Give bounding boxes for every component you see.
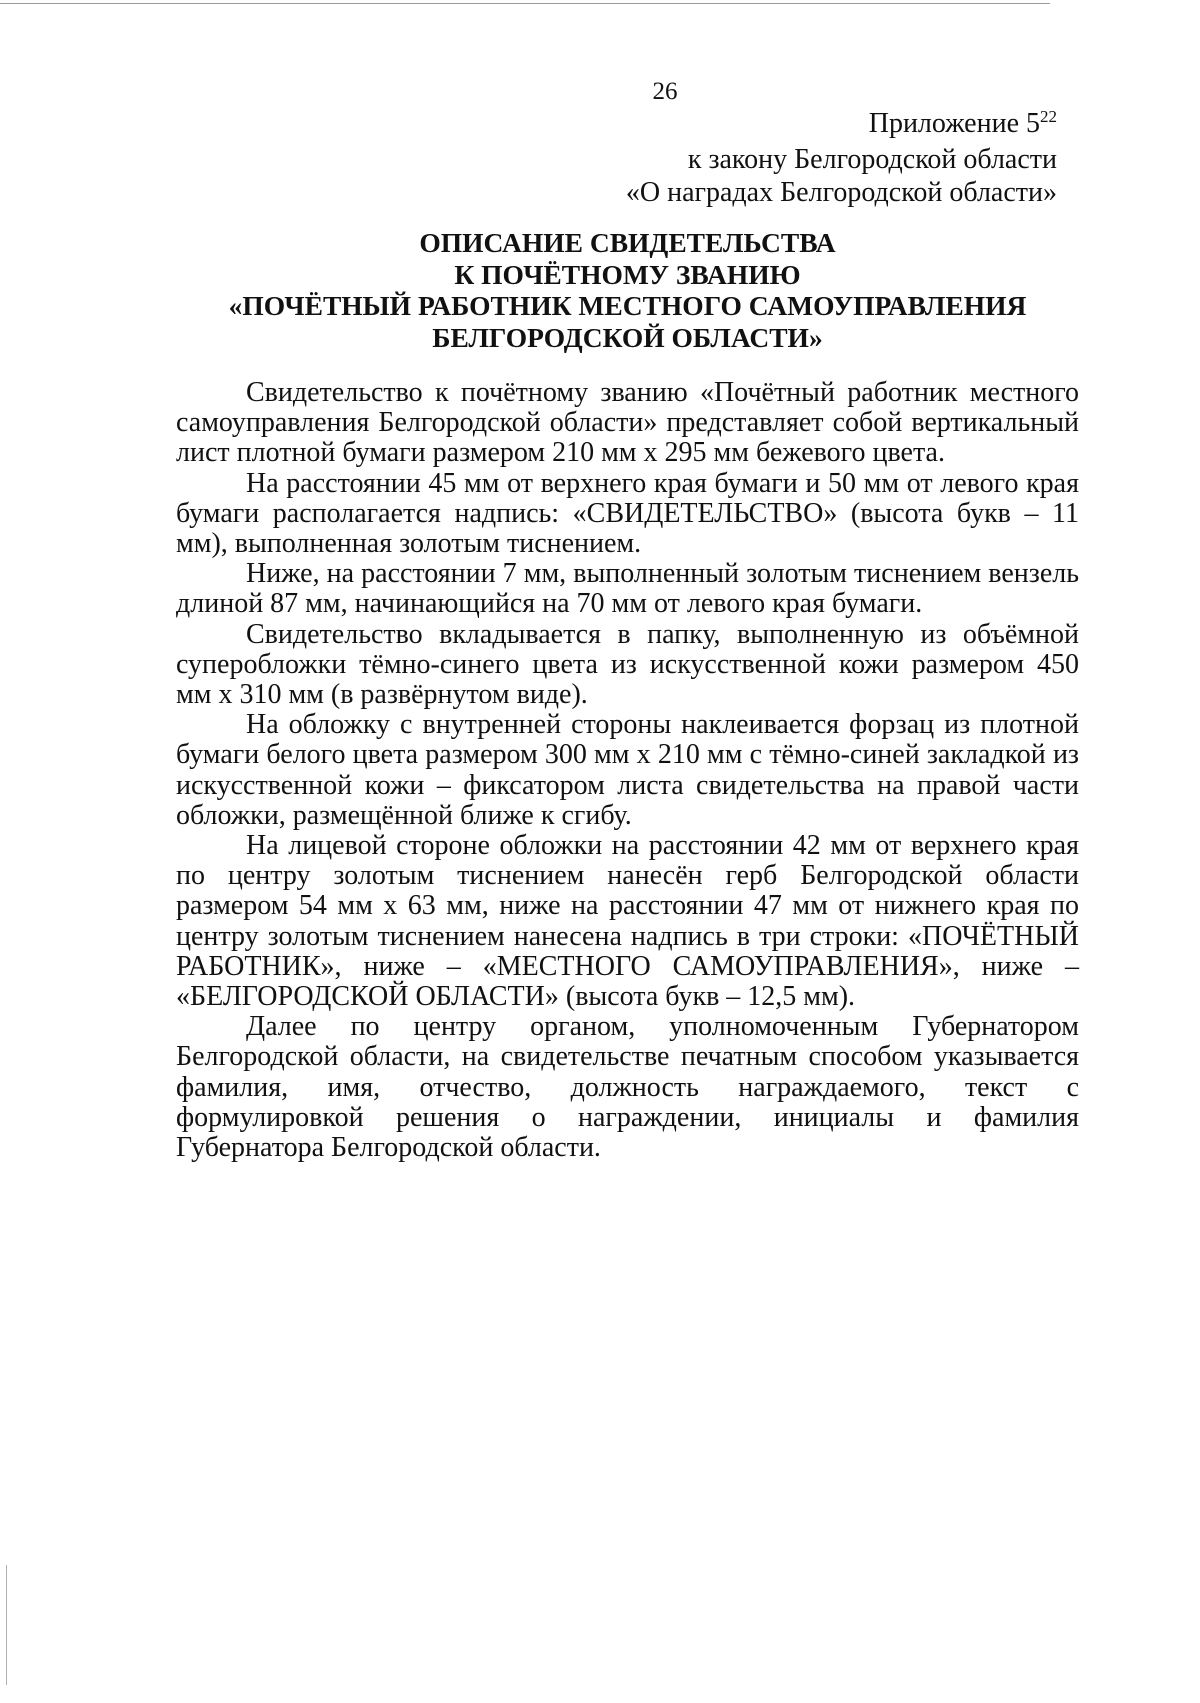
appendix-label: Приложение 5 <box>868 108 1040 139</box>
paragraph-2: На расстоянии 45 мм от верхнего края бумаги и 50 мм от левого края бумаги располагается надпись: «СВИДЕТЕЛЬСТВО» (высота букв – 11 мм), выполненная золотым тиснением. <box>176 467 1079 560</box>
appendix-line-2: к закону Белгородской области <box>687 144 1057 175</box>
appendix-line-1 <box>357 107 1057 143</box>
scan-top-edge-line <box>0 3 1050 4</box>
paragraph-1: Свидетельство к почётному званию «Почётный работник местного самоуправления Белгородской области» представляет собой вертикальный лист плотной бумаги размером 210 мм х 295 мм бежевого цвета. <box>176 377 1079 469</box>
appendix-header <box>357 107 1057 209</box>
page-number: 26 <box>652 78 678 105</box>
document-body <box>176 378 1079 1163</box>
paragraph-4: Свидетельство вкладывается в папку, выполненную из объёмной суперобложки тёмно-синего цвета из искусственной кожи размером 450 мм х 310 мм (в развёрнутом виде). <box>176 618 1079 711</box>
document-title <box>180 227 1075 353</box>
paragraph-3: Ниже, на расстоянии 7 мм, выполненный золотым тиснением вензель длиной 87 мм, начинающийся на 70 мм от левого края бумаги. <box>176 558 1079 620</box>
scan-left-edge-mark <box>6 1565 7 1685</box>
paragraph-7: Далее по центру органом, уполномоченным Губернатором Белгородской области, на свидетельстве печатным способом указывается фамилия, имя, отчество, должность награждаемого, текст с формулировкой решения о награждении, инициалы и фамилия Губернатора Белгородской области. <box>176 1011 1079 1164</box>
title-line-3: «ПОЧЁТНЫЙ РАБОТНИК МЕСТНОГО САМОУПРАВЛЕНИЯ <box>228 290 1027 321</box>
title-line-2: К ПОЧЁТНОМУ ЗВАНИЮ <box>454 258 801 290</box>
title-line-4: БЕЛГОРОДСКОЙ ОБЛАСТИ» <box>432 321 823 353</box>
appendix-number-superscript: 22 <box>1040 107 1057 126</box>
appendix-line-3: «О наградах Белгородской области» <box>625 177 1057 208</box>
paragraph-5: На обложку с внутренней стороны наклеивается форзац из плотной бумаги белого цвета размером 300 мм х 210 мм с тёмно-синей закладкой из искусственной кожи – фиксатором листа свидетельства на правой части обложки, размещённой ближе к сгибу. <box>176 709 1079 831</box>
title-line-1: ОПИСАНИЕ СВИДЕТЕЛЬСТВА <box>419 227 836 258</box>
paragraph-6: На лицевой стороне обложки на расстоянии 42 мм от верхнего края по центру золотым тиснением нанесён герб Белгородской области размером 54 мм х 63 мм, ниже на расстоянии 47 мм от нижнего края по центру золотым тиснением нанесена надпись в три строки: «ПОЧЁТНЫЙ РАБОТНИК», ниже – «МЕСТНОГО САМОУПРАВЛЕНИЯ», ниже – «БЕЛГОРОДСКОЙ ОБЛАСТИ» (высота букв – 12,5 мм). <box>176 830 1079 1013</box>
